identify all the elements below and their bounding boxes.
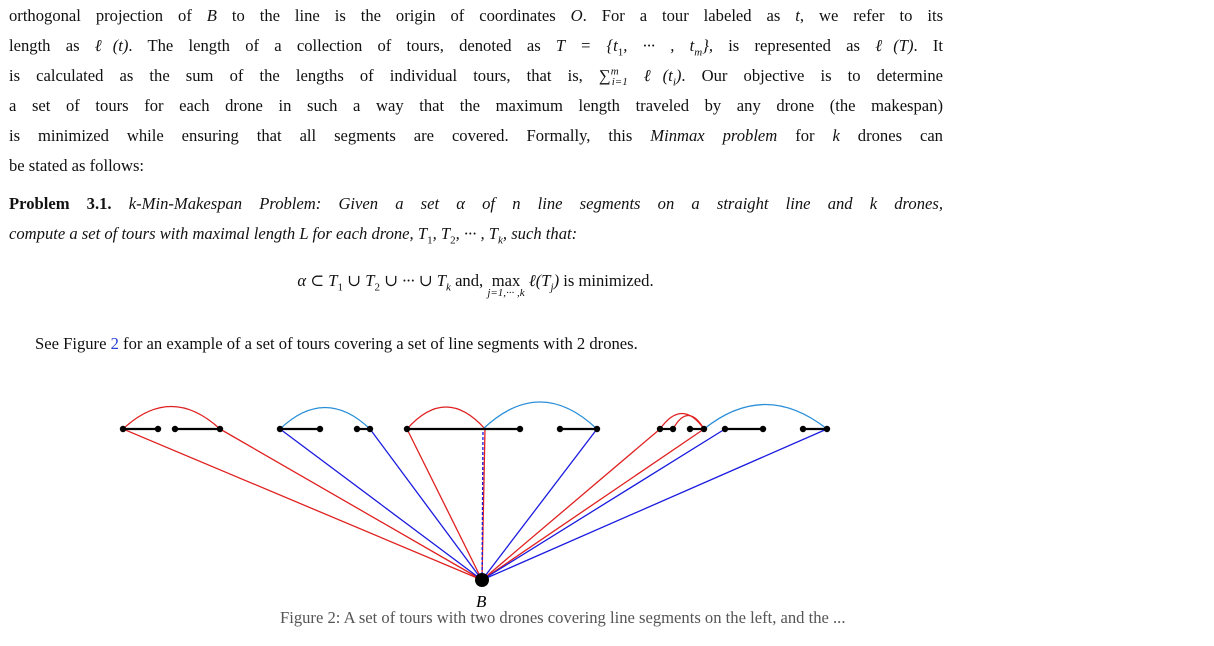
problem-statement-line-2: compute a set of tours with maximal length L for each drone, $T_1$, $T_2$, ··· , $T_k$, such that: xyxy=(9,224,578,247)
paragraph-line-3: is calculated as the sum of the lengths of individual tours, that is, ∑$^m_{i=1}$ $\ell(t_i)$. Our objective is to determine xyxy=(9,65,943,89)
paragraph-line-5: is minimized while ensuring that all segments are covered. Formally, this Minmax problem for k drones can xyxy=(9,126,943,145)
blue-arc-3 xyxy=(704,405,827,430)
red-arc-2 xyxy=(407,407,485,429)
blue-line-4 xyxy=(482,429,597,580)
red-arc-1 xyxy=(123,407,220,430)
red-line-6 xyxy=(482,429,704,580)
paragraph-line-6: be stated as follows: xyxy=(9,156,145,175)
figure-reference-sentence: See Figure 2 for an example of a set of tours covering a set of line segments with 2 drones. xyxy=(35,334,638,353)
red-line-1 xyxy=(123,429,482,580)
tour-arcs xyxy=(123,402,827,429)
base-to-segment-lines xyxy=(123,429,827,580)
blue-line-1 xyxy=(280,429,482,580)
problem-label: Problem 3.1. xyxy=(9,194,112,213)
display-equation: α ⊂ $T_1$ ∪ $T_2$ ∪ ··· ∪ $T_k$ and, max j=1,··· ,k $\ell(T_j)$ is minimized. xyxy=(297,271,654,299)
problem-statement-line-1: Problem 3.1. k-Min-Makespan Problem: Given a set α of n line segments on a straight line and k drones, xyxy=(9,194,943,213)
base-label: B xyxy=(476,592,487,611)
base-point xyxy=(475,573,489,587)
red-line-3 xyxy=(407,429,482,580)
red-arc-3 xyxy=(660,414,704,430)
red-line-2 xyxy=(220,429,482,580)
figure-link[interactable]: 2 xyxy=(110,334,119,353)
blue-line-5 xyxy=(482,429,725,580)
caption-cutoff: Figure 2: A set of tours with two drones covering line segments on the left, and the ... xyxy=(280,608,846,627)
blue-line-2 xyxy=(370,429,482,580)
blue-arc-1 xyxy=(280,408,370,430)
red-line-5 xyxy=(482,429,660,580)
paragraph-line-2: length as ℓ(t). The length of a collection of tours, denoted as $T = \{t_1$, ··· , $t_m$}, is represented as ℓ(T). It xyxy=(9,36,944,59)
blue-line-6 xyxy=(482,429,827,580)
paragraph-line-1: orthogonal projection of B to the line is the origin of coordinates O. For a tour labeled as t, we refer to its xyxy=(9,6,944,25)
blue-arc-2 xyxy=(483,402,597,429)
paragraph-line-4: a set of tours for each drone in such a way that the maximum length traveled by any drone (the makespan) xyxy=(9,96,943,115)
